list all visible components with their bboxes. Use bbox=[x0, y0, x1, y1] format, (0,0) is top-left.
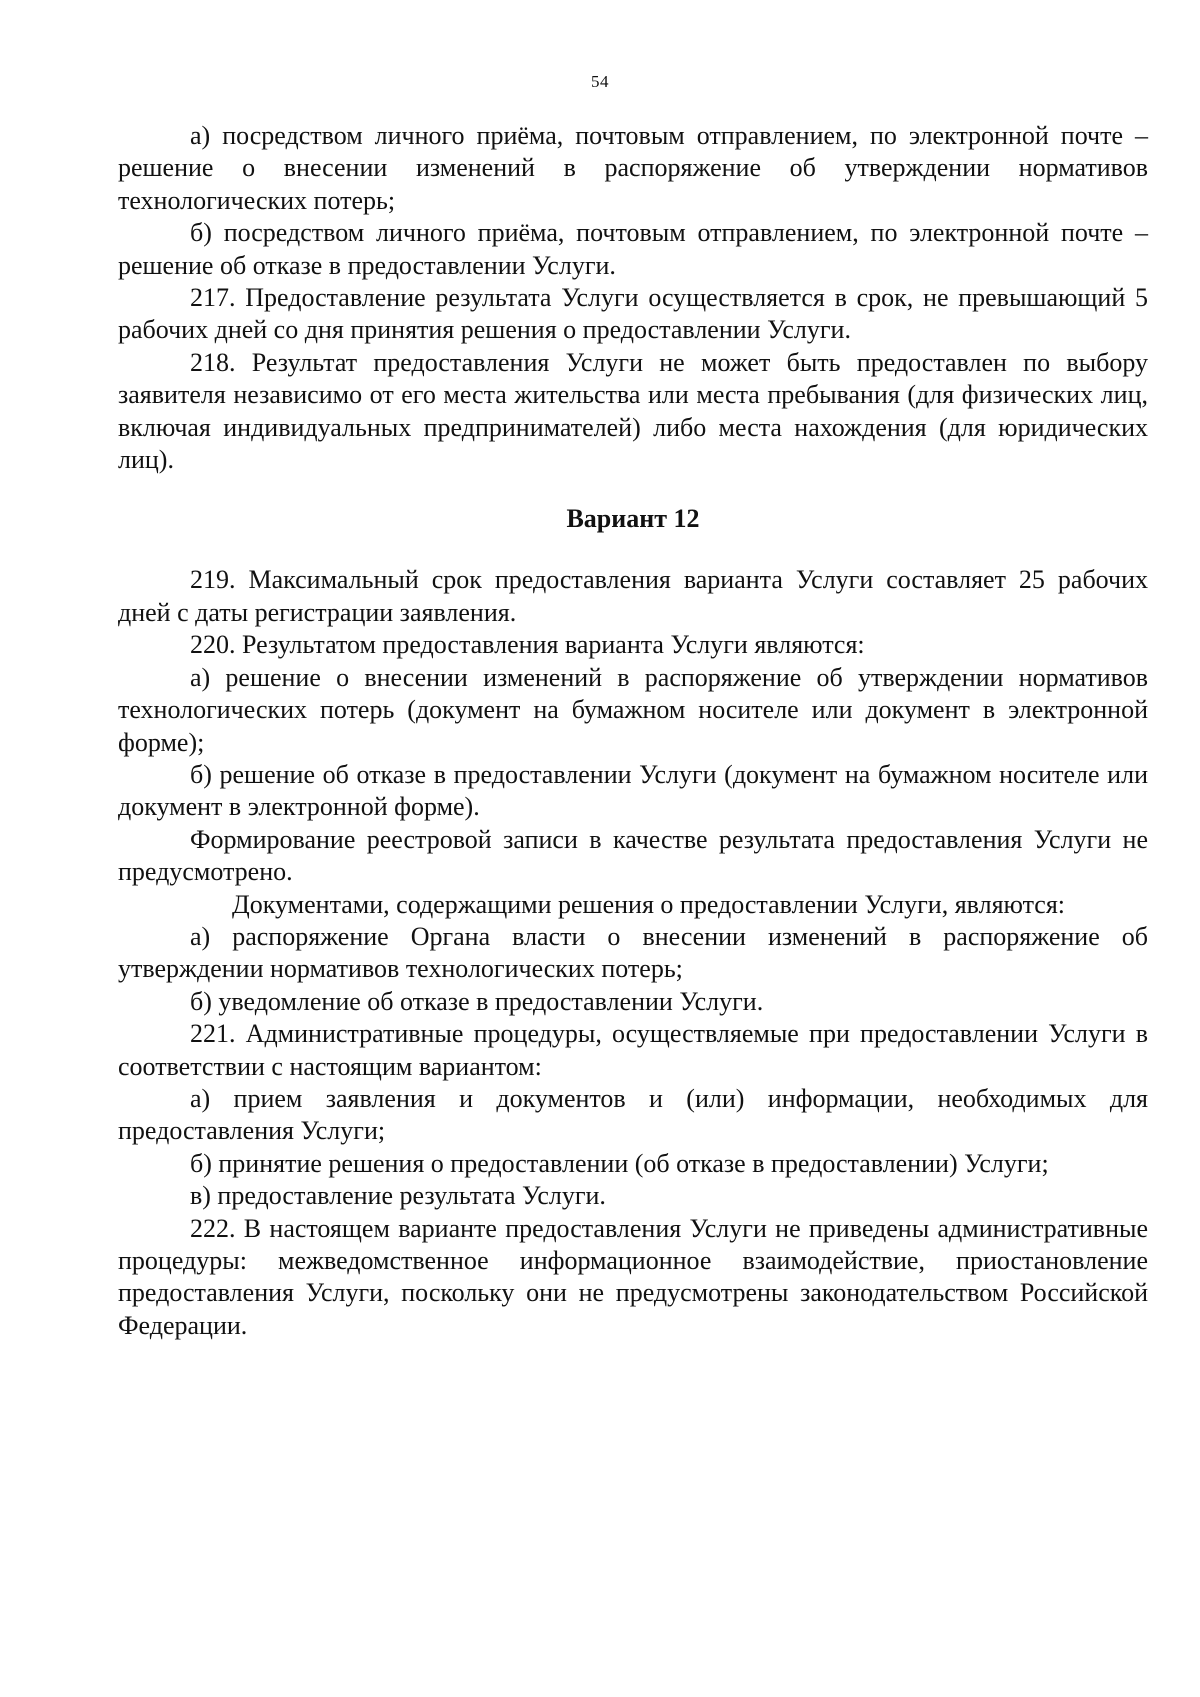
paragraph-221-c: в) предоставление результата Услуги. bbox=[190, 1181, 606, 1211]
paragraph-221: 221. Административные процедуры, осуществляемые при предоставлении Услуги в соответствии с настоящим вариантом: bbox=[118, 1019, 1148, 1081]
paragraph-registry-record: Формирование реестровой записи в качестве результата предоставления Услуги не предусмотрено. bbox=[118, 824, 1148, 887]
page-number: 54 bbox=[591, 72, 609, 91]
paragraph-220-b: б) решение об отказе в предоставлении Услуги (документ на бумажном носителе или документ в электронной форме). bbox=[118, 759, 1148, 822]
paragraph-decision-documents-a: а) распоряжение Органа власти о внесении изменений в распоряжение об утверждении нормативов технологических потерь; bbox=[118, 921, 1148, 984]
paragraph-220-a: а) решение о внесении изменений в распоряжение об утверждении нормативов технологических потерь (документ на бумажном носителе или документ в электронной форме); bbox=[118, 662, 1148, 757]
paragraph-decision-documents-b: б) уведомление об отказе в предоставлении Услуги. bbox=[190, 986, 764, 1016]
paragraph-219: 219. Максимальный срок предоставления варианта Услуги составляет 25 рабочих дней с даты регистрации заявления. bbox=[118, 565, 1148, 627]
paragraph-221-a: а) прием заявления и документов и (или) информации, необходимых для предоставления Услуги; bbox=[118, 1083, 1148, 1146]
paragraph-218: 218. Результат предоставления Услуги не может быть предоставлен по выбору заявителя независимо от его места жительства или места пребывания (для физических лиц, включая индивидуальных предпринимателей) либо места нахождения (для юридических лиц). bbox=[118, 347, 1148, 475]
paragraph-217: 217. Предоставление результата Услуги осуществляется в срок, не превышающий 5 рабочих дней со дня принятия решения о предоставлении Услуги. bbox=[118, 283, 1148, 345]
paragraph-decision-documents: Документами, содержащими решения о предоставлении Услуги, являются: bbox=[232, 889, 1066, 919]
paragraph-222: 222. В настоящем варианте предоставления Услуги не приведены административные процедуры: межведомственное информационное взаимодействие, приостановление предоставления Услуги, поскольку они не предусмотрены законодательством Российской Федерации. bbox=[118, 1213, 1148, 1340]
paragraph-delivery-b: б) посредством личного приёма, почтовым отправлением, по электронной почте – решение об отказе в предоставлении Услуги. bbox=[118, 218, 1148, 280]
paragraph-221-b: б) принятие решения о предоставлении (об отказе в предоставлении) Услуги; bbox=[190, 1148, 1049, 1178]
document-body bbox=[118, 120, 1148, 1342]
paragraph-220: 220. Результатом предоставления варианта Услуги являются: bbox=[190, 630, 865, 660]
section-heading: Вариант 12 bbox=[566, 504, 700, 534]
paragraph-delivery-a: а) посредством личного приёма, почтовым отправлением, по электронной почте – решение о внесении изменений в распоряжение об утверждении нормативов технологических потерь; bbox=[118, 121, 1148, 215]
